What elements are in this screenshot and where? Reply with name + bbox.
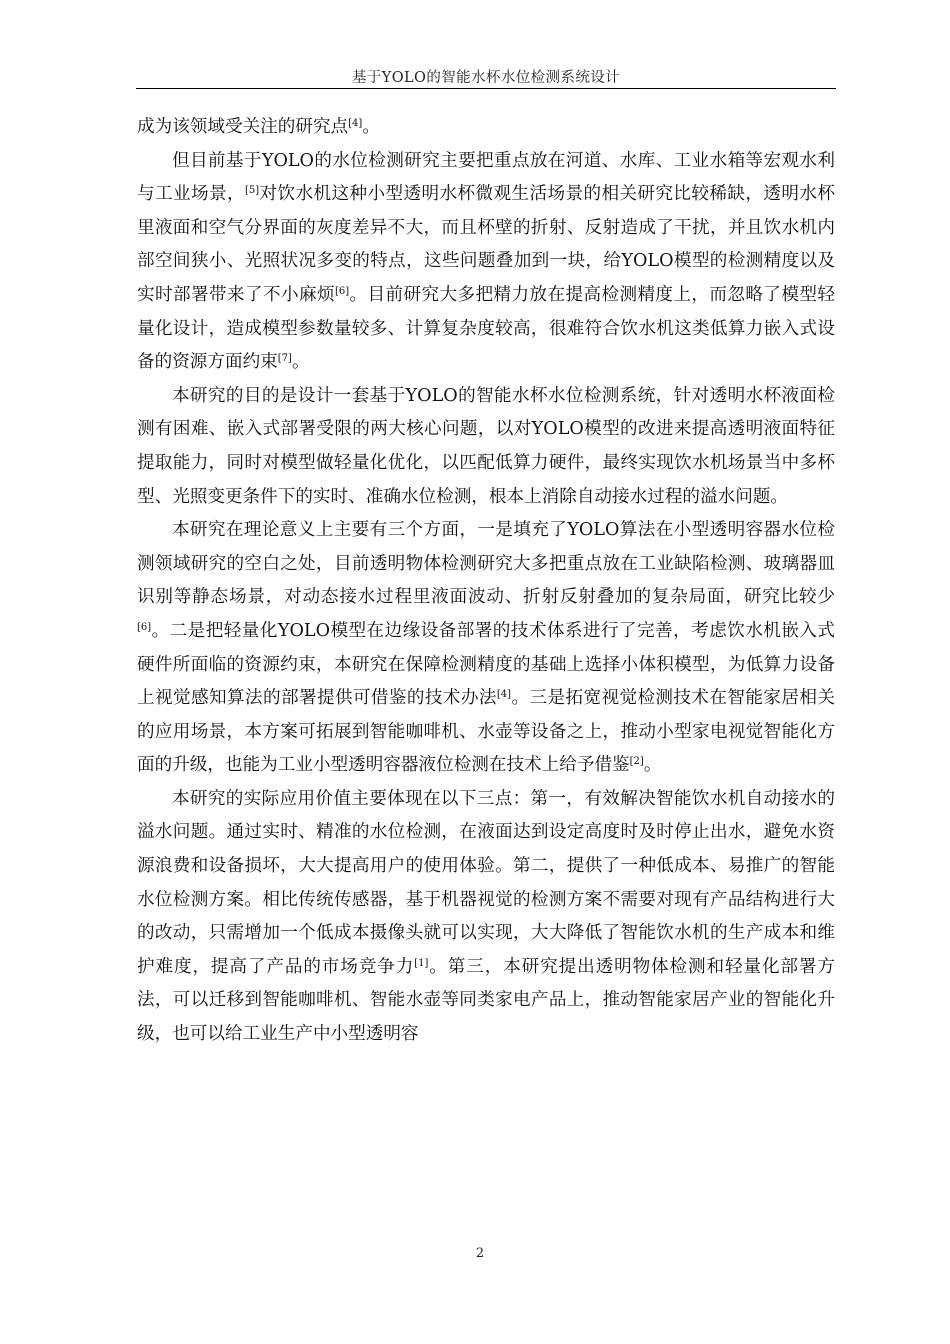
text-run: 但目前基于YOLO的水位检测研究主要把重点放在河道、水库、工业水箱等宏观水利与工业场景， (137, 150, 835, 205)
paragraph-research-goal (137, 380, 835, 514)
text-run: 。 (643, 755, 662, 776)
paragraph-continuation (137, 111, 835, 145)
citation-marker: [2] (629, 756, 644, 768)
paragraph-application-value (137, 783, 835, 1052)
text-run: 本研究的实际应用价值主要体现在以下三点：第一，有效解决智能饮水机自动接水的溢水问题。通过实时、精准的水位检测，在液面达到设定高度时及时停止出水，避免水资源浪费和设备损坏，大大提高用户的使用体验。第二，提供了一种低成本、易推广的智能水位检测方案。相比传统传感器，基于机器视觉的检测方案不需要对现有产品结构进行大的改动，只需增加一个低成本摄像头就可以实现，大大降低了智能饮水机的生产成本和维护难度，提高了产品的市场竞争力 (137, 788, 835, 977)
text-run: 成为该领域受关注的研究点 (137, 117, 349, 137)
document-body (137, 111, 835, 1052)
citation-marker: [1] (414, 957, 429, 969)
text-run: 本研究的目的是设计一套基于YOLO的智能水杯水位检测系统，针对透明水杯液面检测有困难、嵌入式部署受限的两大核心问题，以对YOLO模型的改进来提高透明液面特征提取能力，同时对模型做轻量化优化，以匹配低算力硬件，最终实现饮水机场景当中多杯型、光照变更条件下的实时、准确水位检测，根本上消除自动接水过程的溢水问题。 (137, 385, 835, 507)
text-run: 本研究在理论意义上主要有三个方面，一是填充了YOLO算法在小型透明容器水位检测领域研究的空白之处，目前透明物体检测研究大多把重点放在工业缺陷检测、玻璃器皿识别等静态场景，对动态接水过程里液面波动、折射反射叠加的复杂局面，研究比较少 (137, 520, 835, 608)
text-run: 。目前研究大多把精力放在提高检测精度上，而忽略了模型轻量化设计，造成模型参数量较多、计算复杂度较高，很难符合饮水机这类低算力嵌入式设备的资源方面约束 (137, 284, 835, 373)
text-run: 。 (362, 117, 380, 137)
text-run: 。三是拓宽视觉检测技术在智能家居相关的应用场景，本方案可拓展到智能咖啡机、水壶等设备之上，推动小型家电视觉智能化方面的升级，也能为工业小型透明容器液位检测在技术上给予借鉴 (137, 688, 835, 776)
paragraph-theoretical-significance (137, 514, 835, 783)
header-divider (136, 88, 836, 89)
running-header: 基于YOLO的智能水杯水位检测系统设计 (351, 70, 621, 86)
page-number: 2 (475, 1246, 485, 1261)
citation-marker: [6] (137, 621, 152, 633)
citation-marker: [4] (348, 118, 363, 129)
text-run: 。二是把轻量化YOLO模型在边缘设备部署的技术体系进行了完善，考虑饮水机嵌入式硬件所面临的资源约束，本研究在保障检测精度的基础上选择小体积模型，为低算力设备上视觉感知算法的部署提供可借鉴的技术办法 (137, 620, 835, 709)
citation-marker: [5] (244, 185, 260, 197)
citation-marker: [4] (496, 689, 512, 701)
text-run: 。 (291, 352, 310, 373)
citation-marker: [6] (334, 285, 350, 297)
text-run: 。第三，本研究提出透明物体检测和轻量化部署方法，可以迁移到智能咖啡机、智能水壶等同类家电产品上，推动智能家居产业的智能化升级，也可以给工业生产中小型透明容 (137, 956, 835, 1045)
citation-marker: [7] (277, 353, 292, 365)
text-run: 对饮水机这种小型透明水杯微观生活场景的相关研究比较稀缺，透明水杯里液面和空气分界面的灰度差异不大，而且杯壁的折射、反射造成了干扰，并且饮水机内部空间狭小、光照状况多变的特点，这些问题叠加到一块，给YOLO模型的检测精度以及实时部署带来了不小麻烦 (137, 184, 835, 305)
paragraph-research-gap (137, 145, 835, 380)
